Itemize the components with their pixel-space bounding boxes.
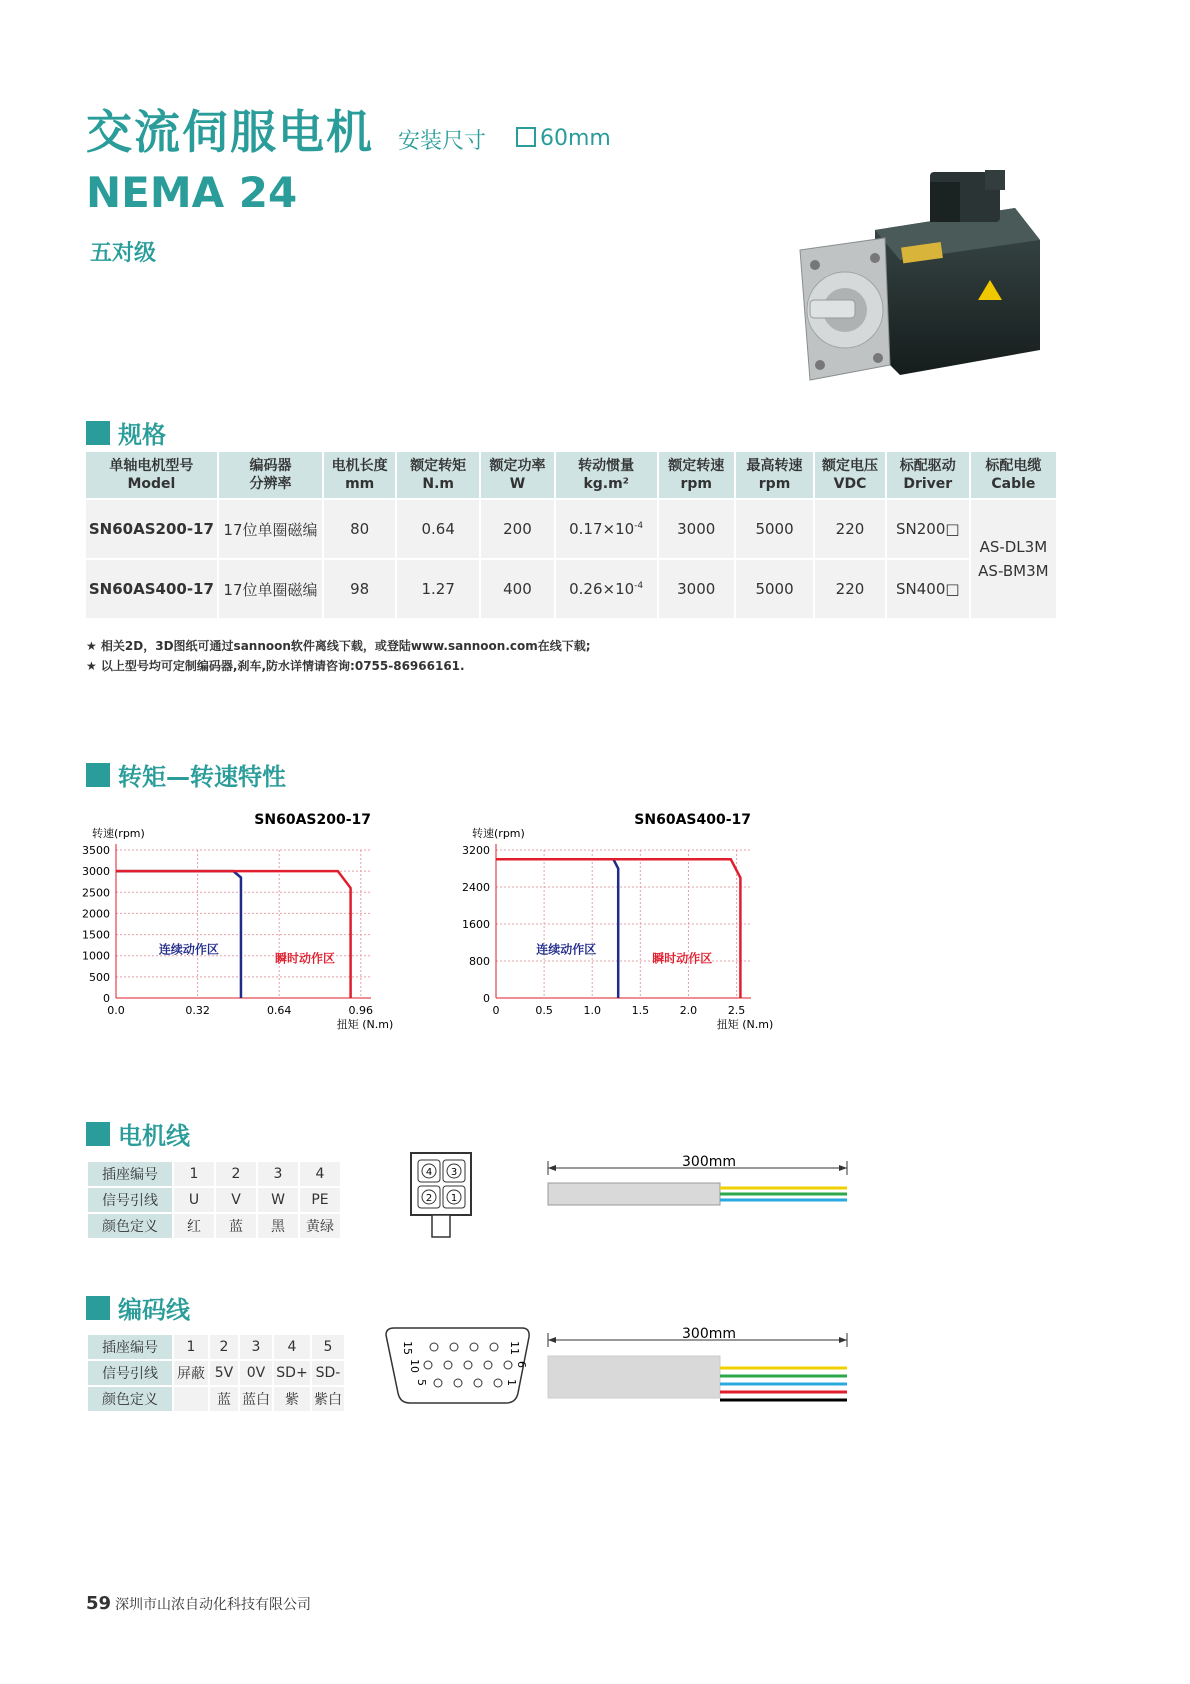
note-download: ★ 相关2D，3D图纸可通过sannoon软件离线下载，或登陆www.sannoon.com在线下载; bbox=[86, 639, 591, 653]
peak-region-label: 瞬时动作区 bbox=[274, 951, 335, 966]
pin-label: 1 bbox=[505, 1379, 518, 1386]
encoder-cell: 17位单圈磁编 bbox=[218, 499, 323, 559]
table-cell: 2 bbox=[209, 1334, 239, 1360]
model-cell: SN60AS200-17 bbox=[86, 499, 218, 559]
y-tick-label: 2400 bbox=[462, 881, 490, 894]
motor-photo bbox=[790, 160, 1050, 390]
x-tick-label: 1.0 bbox=[583, 1004, 601, 1017]
table-row bbox=[87, 1334, 345, 1360]
y-tick-label: 2500 bbox=[82, 886, 110, 900]
inertia-cell: $0.26\times 10^{-4}$ bbox=[555, 559, 658, 618]
y-tick-label: 500 bbox=[89, 970, 110, 984]
section-spec bbox=[86, 415, 166, 450]
table-cell: V bbox=[215, 1187, 257, 1213]
rated-speed-cell: 3000 bbox=[658, 499, 735, 559]
table-cell: 3 bbox=[239, 1334, 273, 1360]
y-tick-label: 3200 bbox=[462, 844, 490, 857]
y-tick-label: 0 bbox=[483, 992, 490, 1005]
table-row bbox=[87, 1161, 341, 1187]
pin-label: 6 bbox=[515, 1361, 528, 1368]
section-encoder-cable-label: 编码线 bbox=[118, 1296, 190, 1324]
note-custom: ★ 以上型号均可定制编码器,刹车,防水详情请咨询:0755-86966161. bbox=[86, 659, 465, 673]
table-cell: 4 bbox=[299, 1161, 341, 1187]
col-header: 额定转矩 N.m bbox=[396, 452, 480, 499]
row-label: 颜色定义 bbox=[87, 1386, 173, 1412]
section-motor-cable-label: 电机线 bbox=[118, 1122, 190, 1150]
x-tick-label: 0.5 bbox=[535, 1004, 553, 1017]
table-cell: 1 bbox=[173, 1334, 209, 1360]
col-header: 编码器 分辨率 bbox=[218, 452, 323, 499]
torque-cell: 0.64 bbox=[396, 499, 480, 559]
col-header: 额定功率 W bbox=[480, 452, 555, 499]
cable-cell: AS-DL3M AS-BM3M bbox=[970, 499, 1057, 618]
square-icon bbox=[516, 127, 536, 147]
x-tick-label: 1.5 bbox=[631, 1004, 650, 1017]
voltage-cell: 220 bbox=[814, 559, 886, 618]
table-cell: 5 bbox=[311, 1334, 345, 1360]
table-row bbox=[86, 499, 1057, 559]
x-tick-label: 2.5 bbox=[727, 1004, 746, 1017]
company-name: 深圳市山浓自动化科技有限公司 bbox=[115, 1597, 312, 1613]
col-header: 额定转速 rpm bbox=[658, 452, 735, 499]
pin-label: 15 bbox=[401, 1341, 414, 1355]
driver-cell: SN400□ bbox=[886, 559, 970, 618]
row-label: 颜色定义 bbox=[87, 1213, 173, 1239]
motor-connector-diagram bbox=[408, 1150, 474, 1242]
table-row bbox=[87, 1360, 345, 1386]
table-cell: 红 bbox=[173, 1213, 215, 1239]
spec-table bbox=[86, 452, 1058, 618]
y-axis-label: 转速(rpm) bbox=[92, 827, 145, 840]
encoder-cable-drawing bbox=[545, 1326, 855, 1402]
length-cell: 80 bbox=[323, 499, 396, 559]
page-title: 交流伺服电机 bbox=[86, 105, 374, 159]
pole-pairs: 五对级 bbox=[90, 241, 157, 266]
x-axis-label: 扭矩 (N.m) bbox=[716, 1018, 774, 1031]
length-cell: 98 bbox=[323, 559, 396, 618]
torque-chart-400 bbox=[460, 810, 800, 1040]
pin-label: 3 bbox=[450, 1167, 458, 1178]
mount-size bbox=[516, 126, 611, 151]
section-encoder-cable bbox=[86, 1290, 190, 1325]
table-cell: 紫 bbox=[273, 1386, 311, 1412]
section-torque bbox=[86, 757, 286, 792]
table-row bbox=[87, 1213, 341, 1239]
pin-label: 5 bbox=[415, 1379, 428, 1386]
section-torque-label: 转矩—转速特性 bbox=[118, 763, 286, 791]
chart-title: SN60AS400-17 bbox=[634, 812, 751, 828]
table-cell: 黑 bbox=[257, 1213, 299, 1239]
y-tick-label: 1000 bbox=[82, 949, 110, 963]
table-cell: 蓝 bbox=[215, 1213, 257, 1239]
table-cell: 1 bbox=[173, 1161, 215, 1187]
table-cell: SD+ bbox=[273, 1360, 311, 1386]
pin-label: 11 bbox=[508, 1341, 521, 1355]
table-cell bbox=[173, 1386, 209, 1412]
section-spec-label: 规格 bbox=[118, 421, 166, 449]
table-cell: 黄绿 bbox=[299, 1213, 341, 1239]
col-header: 标配电缆 Cable bbox=[970, 452, 1057, 499]
table-cell: 4 bbox=[273, 1334, 311, 1360]
table-cell: 屏蔽 bbox=[173, 1360, 209, 1386]
x-tick-label: 0.32 bbox=[185, 1004, 210, 1017]
y-tick-label: 3000 bbox=[82, 865, 110, 879]
col-header: 标配驱动 Driver bbox=[886, 452, 970, 499]
voltage-cell: 220 bbox=[814, 499, 886, 559]
continuous-region-label: 连续动作区 bbox=[158, 942, 219, 957]
table-cell: 0V bbox=[239, 1360, 273, 1386]
row-label: 插座编号 bbox=[87, 1334, 173, 1360]
row-label: 信号引线 bbox=[87, 1360, 173, 1386]
section-marker bbox=[86, 421, 110, 445]
peak-region-label: 瞬时动作区 bbox=[652, 951, 713, 966]
driver-cell: SN200□ bbox=[886, 499, 970, 559]
cable-length: 300mm bbox=[682, 1155, 736, 1170]
continuous-region-label: 连续动作区 bbox=[536, 942, 597, 957]
row-label: 信号引线 bbox=[87, 1187, 173, 1213]
table-cell: 蓝 bbox=[209, 1386, 239, 1412]
table-row bbox=[86, 559, 1057, 618]
table-cell: 2 bbox=[215, 1161, 257, 1187]
pin-label: 2 bbox=[425, 1193, 433, 1204]
continuous-curve bbox=[116, 871, 241, 998]
col-header: 额定电压 VDC bbox=[814, 452, 886, 499]
nema-title: NEMA 24 bbox=[86, 168, 298, 217]
y-tick-label: 800 bbox=[469, 955, 490, 968]
motor-cable-table bbox=[86, 1160, 342, 1240]
y-tick-label: 2000 bbox=[82, 907, 110, 921]
y-tick-label: 0 bbox=[103, 992, 110, 1005]
y-tick-label: 1500 bbox=[82, 928, 110, 942]
mount-size-label: 安装尺寸 bbox=[398, 129, 487, 154]
table-cell: U bbox=[173, 1187, 215, 1213]
motor-cable-drawing bbox=[545, 1155, 855, 1215]
y-axis-label: 转速(rpm) bbox=[472, 827, 525, 840]
col-header: 电机长度 mm bbox=[323, 452, 396, 499]
max-speed-cell: 5000 bbox=[735, 559, 814, 618]
db15-connector-diagram bbox=[378, 1325, 538, 1407]
x-axis-label: 扭矩 (N.m) bbox=[336, 1018, 394, 1031]
torque-chart-200 bbox=[80, 810, 420, 1040]
section-marker bbox=[86, 1296, 110, 1320]
table-cell: 蓝白 bbox=[239, 1386, 273, 1412]
spec-table-header bbox=[86, 452, 1057, 499]
table-cell: PE bbox=[299, 1187, 341, 1213]
encoder-cable-table bbox=[86, 1333, 346, 1413]
section-marker bbox=[86, 763, 110, 787]
table-cell: W bbox=[257, 1187, 299, 1213]
y-tick-label: 3500 bbox=[82, 844, 110, 857]
y-tick-label: 1600 bbox=[462, 918, 490, 931]
section-marker bbox=[86, 1122, 110, 1146]
cable-length: 300mm bbox=[682, 1326, 736, 1342]
page-number: 59 bbox=[86, 1593, 112, 1614]
power-cell: 400 bbox=[480, 559, 555, 618]
continuous-curve bbox=[496, 859, 618, 998]
model-cell: SN60AS400-17 bbox=[86, 559, 218, 618]
table-cell: 紫白 bbox=[311, 1386, 345, 1412]
inertia-cell: $0.17\times 10^{-4}$ bbox=[555, 499, 658, 559]
row-label: 插座编号 bbox=[87, 1161, 173, 1187]
chart-title: SN60AS200-17 bbox=[254, 812, 371, 828]
x-tick-label: 0 bbox=[492, 1004, 500, 1017]
x-tick-label: 0.0 bbox=[107, 1004, 125, 1017]
pin-label: 10 bbox=[408, 1359, 421, 1373]
pin-label: 1 bbox=[450, 1193, 458, 1204]
mount-size-value: 60mm bbox=[540, 126, 611, 151]
x-tick-label: 0.96 bbox=[348, 1004, 374, 1017]
pin-label: 4 bbox=[425, 1167, 433, 1178]
table-cell: 3 bbox=[257, 1161, 299, 1187]
table-cell: 5V bbox=[209, 1360, 239, 1386]
rated-speed-cell: 3000 bbox=[658, 559, 735, 618]
max-speed-cell: 5000 bbox=[735, 499, 814, 559]
encoder-cell: 17位单圈磁编 bbox=[218, 559, 323, 618]
x-tick-label: 2.0 bbox=[679, 1004, 698, 1017]
table-cell: SD- bbox=[311, 1360, 345, 1386]
col-header: 单轴电机型号 Model bbox=[86, 452, 218, 499]
footer bbox=[86, 1593, 311, 1614]
table-row bbox=[87, 1187, 341, 1213]
power-cell: 200 bbox=[480, 499, 555, 559]
torque-cell: 1.27 bbox=[396, 559, 480, 618]
x-tick-label: 0.64 bbox=[266, 1004, 292, 1017]
col-header: 转动惯量 kg.m² bbox=[555, 452, 658, 499]
section-motor-cable bbox=[86, 1116, 190, 1151]
table-row bbox=[87, 1386, 345, 1412]
col-header: 最高转速 rpm bbox=[735, 452, 814, 499]
